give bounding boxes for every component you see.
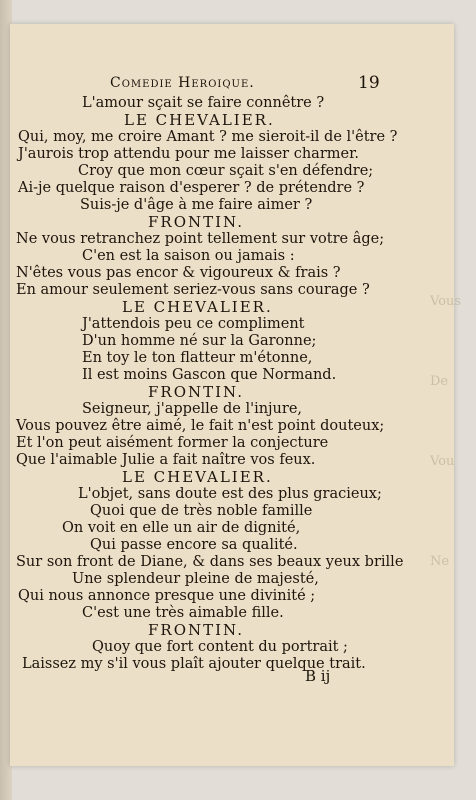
verse-line: Sur son front de Diane, & dans ses beaux yeux brille — [16, 554, 404, 570]
verse-line: Une splendeur pleine de majesté, — [72, 571, 319, 587]
verse-line: Ai-je quelque raison d'esperer ? de prétendre ? — [18, 180, 365, 196]
verse-line: En amour seulement seriez-vous sans courage ? — [16, 282, 370, 298]
verse-line: En toy le ton flatteur m'étonne, — [82, 350, 313, 366]
verse-line: Qui nous annonce presque une divinité ; — [18, 588, 316, 604]
speaker-heading: FRONTIN. — [148, 621, 244, 639]
verse-line: On voit en elle un air de dignité, — [62, 520, 301, 536]
verse-line: N'êtes vous pas encor & vigoureux & frais ? — [16, 265, 341, 281]
verse-line: Quoy que fort content du portrait ; — [92, 639, 348, 655]
verse-line: L'objet, sans doute est des plus gracieux; — [78, 486, 382, 502]
verse-line: Vous pouvez être aimé, le fait n'est point douteux; — [16, 418, 385, 434]
speaker-heading: LE CHEVALIER. — [122, 298, 273, 316]
page-header — [100, 75, 440, 97]
speaker-heading: FRONTIN. — [148, 383, 244, 401]
verse-line: C'est une très aimable fille. — [82, 605, 284, 621]
verse-line: Croy que mon cœur sçait s'en défendre; — [78, 163, 374, 179]
verse-line: J'aurois trop attendu pour me laisser charmer. — [18, 146, 360, 162]
speaker-heading: LE CHEVALIER. — [124, 111, 275, 129]
verse-line: Seigneur, j'appelle de l'injure, — [82, 401, 303, 417]
verse-line: Suis-je d'âge à me faire aimer ? — [80, 197, 313, 213]
verse-line: Que l'aimable Julie a fait naître vos feux. — [16, 452, 316, 468]
verse-line: C'en est la saison ou jamais : — [82, 248, 295, 264]
verse-line: Quoi que de très noble famille — [90, 503, 313, 519]
speaker-heading: LE CHEVALIER. — [122, 468, 273, 486]
verse-line: Ne vous retranchez point tellement sur votre âge; — [16, 231, 385, 247]
verse-line: Laissez my s'il vous plaît ajouter quelque trait. — [22, 656, 366, 672]
verse-line: Il est moins Gascon que Normand. — [82, 367, 337, 383]
signature-mark: B ij — [305, 667, 331, 685]
verse-line: Et l'on peut aisément former la conjecture — [16, 435, 329, 451]
verse-line: Qui passe encore sa qualité. — [90, 537, 298, 553]
show-through-mark: Vous — [430, 294, 462, 309]
verse-line: J'attendois peu ce compliment — [82, 316, 305, 332]
page-number: 19 — [358, 73, 380, 93]
speaker-heading: FRONTIN. — [148, 213, 244, 231]
show-through-mark: De — [430, 374, 449, 389]
verse-line: L'amour sçait se faire connêtre ? — [82, 95, 325, 111]
show-through-mark: Vou — [430, 454, 455, 469]
verse-line: Qui, moy, me croire Amant ? me sieroit-il de l'être ? — [18, 129, 398, 145]
running-head: Comedie Heroique. — [110, 75, 255, 91]
verse-line: D'un homme né sur la Garonne; — [82, 333, 317, 349]
show-through-mark: Ne — [430, 554, 450, 569]
